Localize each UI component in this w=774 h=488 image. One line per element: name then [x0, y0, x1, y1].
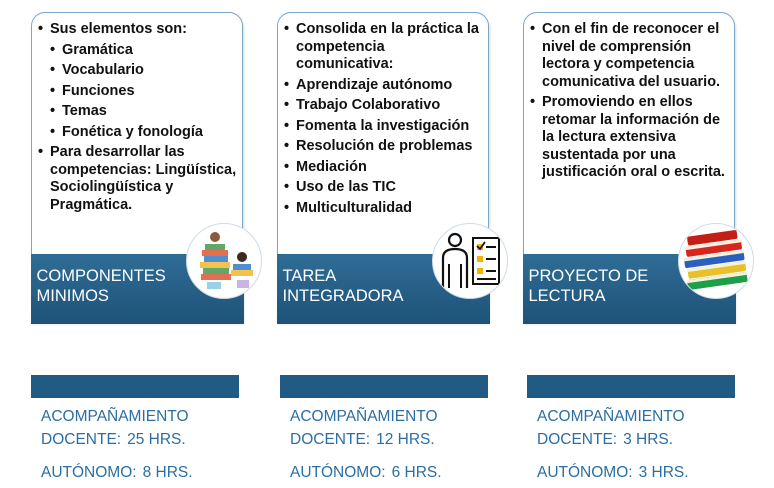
- bullet-item: • Funciones: [50, 83, 238, 101]
- docente-hours: 12 HRS.: [376, 431, 435, 448]
- banner-title: MINIMOS: [36, 287, 109, 305]
- autonomo-hours: 3 HRS.: [638, 464, 689, 481]
- bullet-item: • Gramática: [50, 42, 238, 60]
- card-bullets: [284, 21, 484, 220]
- bullet-item: • Fomenta la investigación: [284, 118, 484, 136]
- banner-title: INTEGRADORA: [282, 287, 404, 305]
- bullet-item: • Promoviendo en ellos retomar la información de la lectura extensiva sustentada por una justificación oral o escrita.: [530, 94, 730, 182]
- acompanamiento-label: ACOMPAÑAMIENTO: [290, 408, 438, 425]
- bullet-item: • Para desarrollar las competencias: Lingüística, Sociolingüística y Pragmática.: [38, 144, 238, 214]
- bullet-item: • Vocabulario: [50, 62, 238, 80]
- bullet-item: • Con el fin de reconocer el nivel de comprensión lectora y competencia comunicativa del usuario.: [530, 21, 730, 91]
- docente-hours: 3 HRS.: [623, 431, 674, 448]
- stacked-books-icon: [678, 223, 754, 299]
- docente-label: DOCENTE:: [41, 431, 122, 448]
- card-componentes-minimos: [31, 12, 243, 322]
- hours-info: [41, 405, 193, 484]
- hours-bar: [31, 375, 239, 398]
- banner-title: TAREA: [282, 267, 337, 285]
- bullet-item: • Consolida en la práctica la competencia comunicativa:: [284, 21, 484, 74]
- hours-bar: [527, 375, 735, 398]
- bullet-item: • Uso de las TIC: [284, 179, 484, 197]
- docente-label: DOCENTE:: [537, 431, 618, 448]
- hours-info: [537, 405, 689, 484]
- card-bullets: [38, 21, 238, 217]
- bullet-item: • Resolución de problemas: [284, 138, 484, 156]
- docente-label: DOCENTE:: [290, 431, 371, 448]
- card-proyecto-de-lectura: [523, 12, 735, 322]
- autonomo-hours: 8 HRS.: [142, 464, 193, 481]
- banner-title: PROYECTO DE: [528, 267, 649, 285]
- autonomo-hours: 6 HRS.: [391, 464, 442, 481]
- bullet-item: • Multiculturalidad: [284, 200, 484, 218]
- acompanamiento-label: ACOMPAÑAMIENTO: [537, 408, 685, 425]
- bullet-item: • Temas: [50, 103, 238, 121]
- hours-info: [290, 405, 442, 484]
- hours-bar: [280, 375, 488, 398]
- bullet-item: • Sus elementos son:: [38, 21, 238, 39]
- banner-title: COMPONENTES: [36, 267, 166, 285]
- autonomo-label: AUTÓNOMO:: [537, 464, 633, 481]
- bullet-item: • Mediación: [284, 159, 484, 177]
- person-checklist-icon: [432, 223, 508, 299]
- acompanamiento-label: ACOMPAÑAMIENTO: [41, 408, 189, 425]
- card-tarea-integradora: [277, 12, 489, 322]
- docente-hours: 25 HRS.: [127, 431, 186, 448]
- bullet-item: • Aprendizaje autónomo: [284, 77, 484, 95]
- banner-title: LECTURA: [528, 287, 606, 305]
- bullet-item: • Trabajo Colaborativo: [284, 97, 484, 115]
- card-bullets: [530, 21, 730, 185]
- people-reading-books-icon: [186, 223, 262, 299]
- autonomo-label: AUTÓNOMO:: [290, 464, 386, 481]
- bullet-item: • Fonética y fonología: [50, 124, 238, 142]
- autonomo-label: AUTÓNOMO:: [41, 464, 137, 481]
